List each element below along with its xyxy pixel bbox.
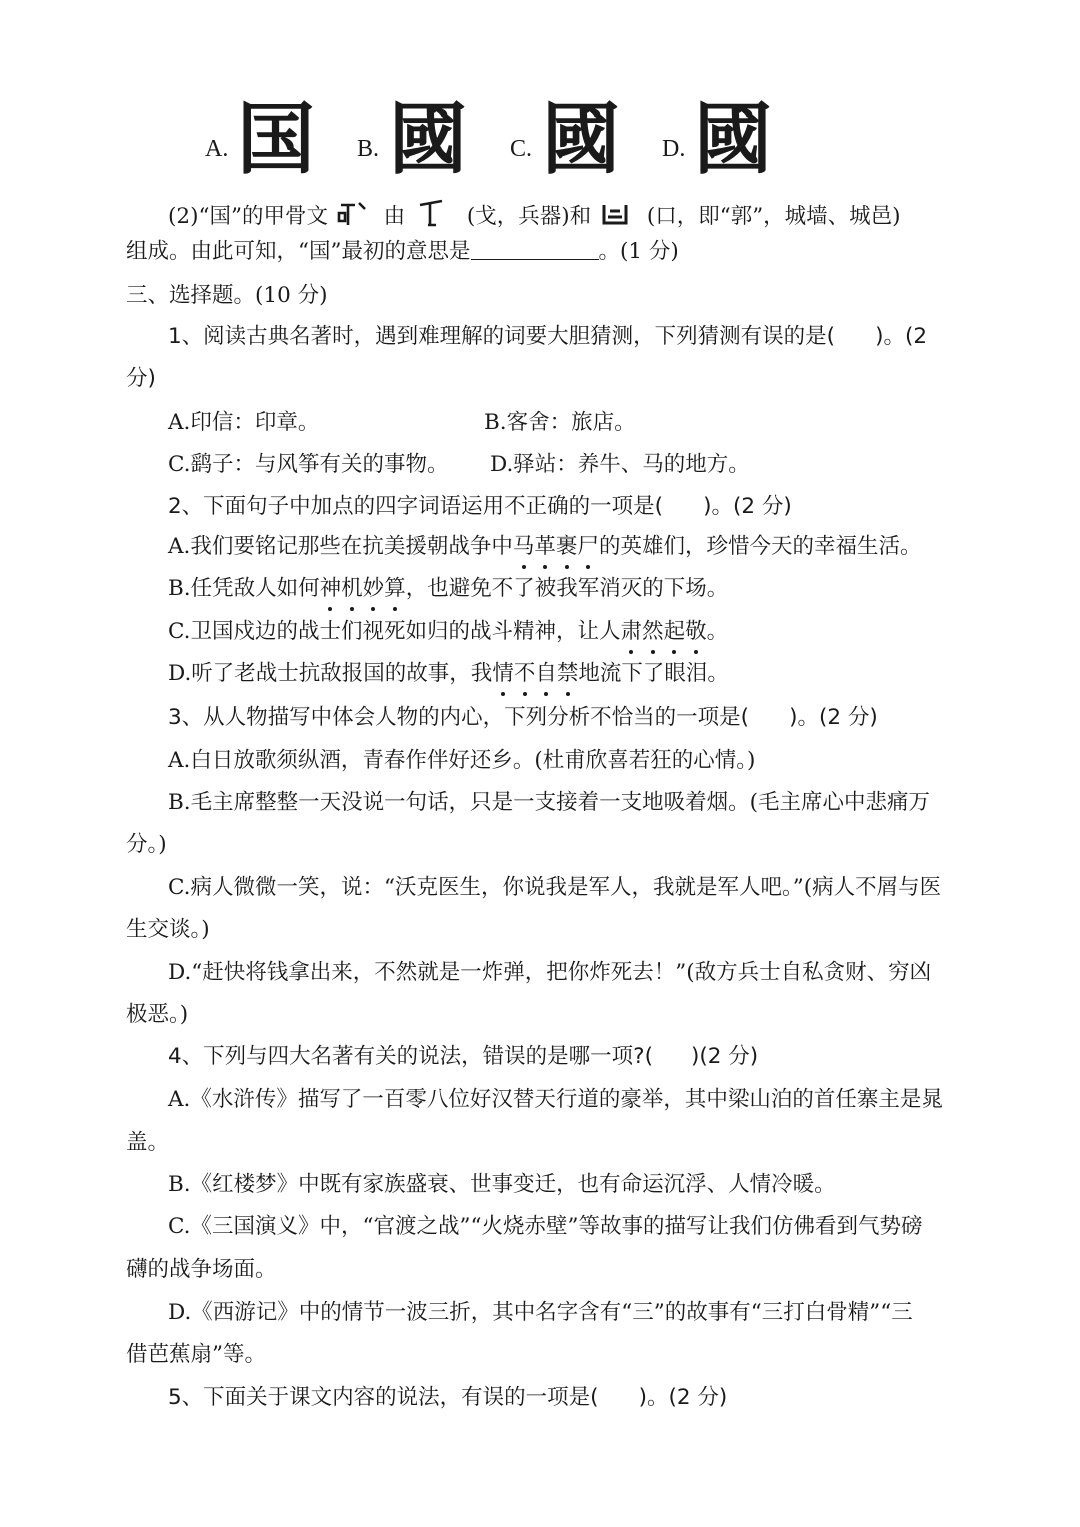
- q4-option-a-cont: 盖。: [126, 1130, 170, 1155]
- q3-option-c[interactable]: C.病人微微一笑，说：“沃克医生，你说我是军人，我就是军人吧。”(病人不屑与医: [168, 875, 942, 900]
- option-label: C.: [510, 136, 533, 162]
- glyph-image: 國: [694, 94, 773, 185]
- q2s-stem-text: 2、下面句子中加点的四字词语运用不正确的一项是(: [168, 494, 664, 519]
- phrase-text: [513, 534, 599, 559]
- dotted-phrase: [492, 661, 578, 686]
- answer-blank[interactable]: [471, 237, 599, 260]
- q2-line-2: [126, 237, 679, 267]
- emphasis-char: 机: [341, 574, 363, 604]
- q1-option-c[interactable]: C.鹞子：与风筝有关的事物。: [168, 452, 449, 477]
- glyph-image: 國: [542, 94, 621, 185]
- q4-option-b[interactable]: B.《红楼梦》中既有家族盛衰、世事变迁，也有命运沉浮、人情冷暖。: [168, 1172, 836, 1197]
- option-text: B.任凭敌人如何: [168, 576, 320, 601]
- option-label: B.: [357, 136, 380, 162]
- phrase-text: [320, 576, 406, 601]
- q3-option-d-cont: 极恶。): [126, 1002, 189, 1027]
- emphasis-char: 肃: [621, 617, 643, 647]
- q4-option-c[interactable]: C.《三国演义》中，“官渡之战”“火烧赤壁”等故事的描写让我们仿佛看到气势磅: [168, 1214, 923, 1239]
- emphasis-char: 革: [534, 532, 556, 562]
- option-text: D.听了老战士抗敌报国的故事，我: [168, 661, 493, 686]
- q2s-stem: [168, 492, 792, 522]
- section-3-heading: 三、选择题。(10 分): [126, 283, 328, 308]
- q2s-option-d[interactable]: [168, 659, 729, 689]
- q5-stem: [168, 1383, 727, 1413]
- glyph-image: 国: [237, 94, 316, 185]
- option-label: D.: [662, 136, 686, 162]
- q2-text: (2)“国”的甲骨文: [168, 204, 328, 229]
- q1-stem-text: 1、阅读古典名著时，遇到难理解的词要大胆猜测，下列猜测有误的是(: [168, 324, 836, 349]
- emphasis-char: 裹: [556, 532, 578, 562]
- emphasis-char: 敬: [685, 617, 707, 647]
- q3-stem-text: 3、从人物描写中体会人物的内心，下列分析不恰当的一项是(: [168, 705, 750, 730]
- q4-option-d-cont: 借芭蕉扇”等。: [126, 1342, 266, 1367]
- dotted-phrase: [621, 619, 707, 644]
- q3-option-a[interactable]: A.白日放歌须纵酒，青春作伴好还乡。(杜甫欣喜若狂的心情。): [168, 748, 756, 773]
- q2-text: 组成。由此可知，“国”最初的意思是: [126, 239, 471, 264]
- dotted-phrase: [513, 534, 599, 559]
- q1-points: )。(2: [875, 324, 928, 349]
- q4-option-a[interactable]: A.《水浒传》描写了一百零八位好汉替天行道的豪举，其中梁山泊的首任寨主是晁: [168, 1087, 943, 1112]
- q2-text: (戈，兵器)和: [466, 204, 592, 229]
- q1-option-b[interactable]: B.客舍：旅店。: [484, 410, 636, 435]
- q2s-option-b[interactable]: [168, 574, 728, 604]
- q2-points: 。(1 分): [598, 239, 679, 264]
- emphasis-char: 起: [664, 617, 686, 647]
- q1-stem: [168, 322, 927, 352]
- emphasis-char: 妙: [363, 574, 385, 604]
- emphasis-char: 自: [535, 659, 557, 689]
- q4-option-d[interactable]: D.《西游记》中的情节一波三折，其中名字含有“三”的故事有“三打白骨精”“三: [168, 1300, 913, 1325]
- q1-option-a[interactable]: A.印信：印章。: [168, 410, 320, 435]
- q4-stem-text: 4、下列与四大名著有关的说法，错误的是哪一项?(: [168, 1044, 653, 1069]
- emphasis-char: 禁: [557, 659, 579, 689]
- q3-option-b[interactable]: B.毛主席整整一天没说一句话，只是一支接着一支地吸着烟。(毛主席心中悲痛万: [168, 790, 931, 815]
- q5-points: )。(2 分): [638, 1385, 728, 1410]
- oracle-wei-icon: [598, 199, 632, 229]
- emphasis-char: 然: [642, 617, 664, 647]
- q2s-option-a[interactable]: [168, 532, 921, 562]
- q3-stem: [168, 703, 878, 733]
- oracle-ge-icon: [412, 195, 452, 229]
- option-text: 地流下了眼泪。: [578, 661, 729, 686]
- option-text: 的英雄们，珍惜今天的幸福生活。: [598, 534, 922, 559]
- phrase-text: [492, 661, 578, 686]
- emphasis-char: 情: [492, 659, 514, 689]
- q4-points: )(2 分): [690, 1044, 759, 1069]
- q2s-points: )。(2 分): [703, 494, 792, 519]
- q2-text: (口，即“郭”，城墙、城邑): [646, 204, 901, 229]
- q3-points: )。(2 分): [789, 705, 878, 730]
- dotted-phrase: [320, 576, 406, 601]
- emphasis-char: 算: [384, 574, 406, 604]
- emphasis-char: 不: [514, 659, 536, 689]
- q1-option-d[interactable]: D.驿站：养牛、马的地方。: [490, 452, 750, 477]
- option-text: C.卫国戍边的战士们视死如归的战斗精神，让人: [168, 619, 621, 644]
- option-text: 。: [706, 619, 729, 644]
- q3-option-b-cont: 分。): [126, 832, 167, 857]
- emphasis-char: 尸: [577, 532, 599, 562]
- q2-text: 由: [383, 204, 406, 229]
- glyph-image: 國: [389, 94, 468, 185]
- q1-stem-cont: 分): [126, 366, 156, 391]
- emphasis-char: 马: [513, 532, 535, 562]
- option-text: A.我们要铭记那些在抗美援朝战争中: [168, 534, 513, 559]
- phrase-text: [621, 619, 707, 644]
- option-text: ，也避免不了被我军消灭的下场。: [405, 576, 729, 601]
- option-label: A.: [205, 136, 229, 162]
- q5-stem-text: 5、下面关于课文内容的说法，有误的一项是(: [168, 1385, 599, 1410]
- q2-line-1: [168, 195, 901, 232]
- q4-stem: [168, 1042, 758, 1072]
- q4-option-c-cont: 礴的战争场面。: [126, 1257, 277, 1282]
- oracle-guo-icon: [335, 199, 369, 229]
- q3-option-c-cont: 生交谈。): [126, 917, 210, 942]
- q2s-option-c[interactable]: [168, 617, 728, 647]
- q3-option-d[interactable]: D.“赶快将钱拿出来，不然就是一炸弹，把你炸死去！”(敌方兵士自私贪财、穷凶: [168, 960, 932, 985]
- emphasis-char: 神: [320, 574, 342, 604]
